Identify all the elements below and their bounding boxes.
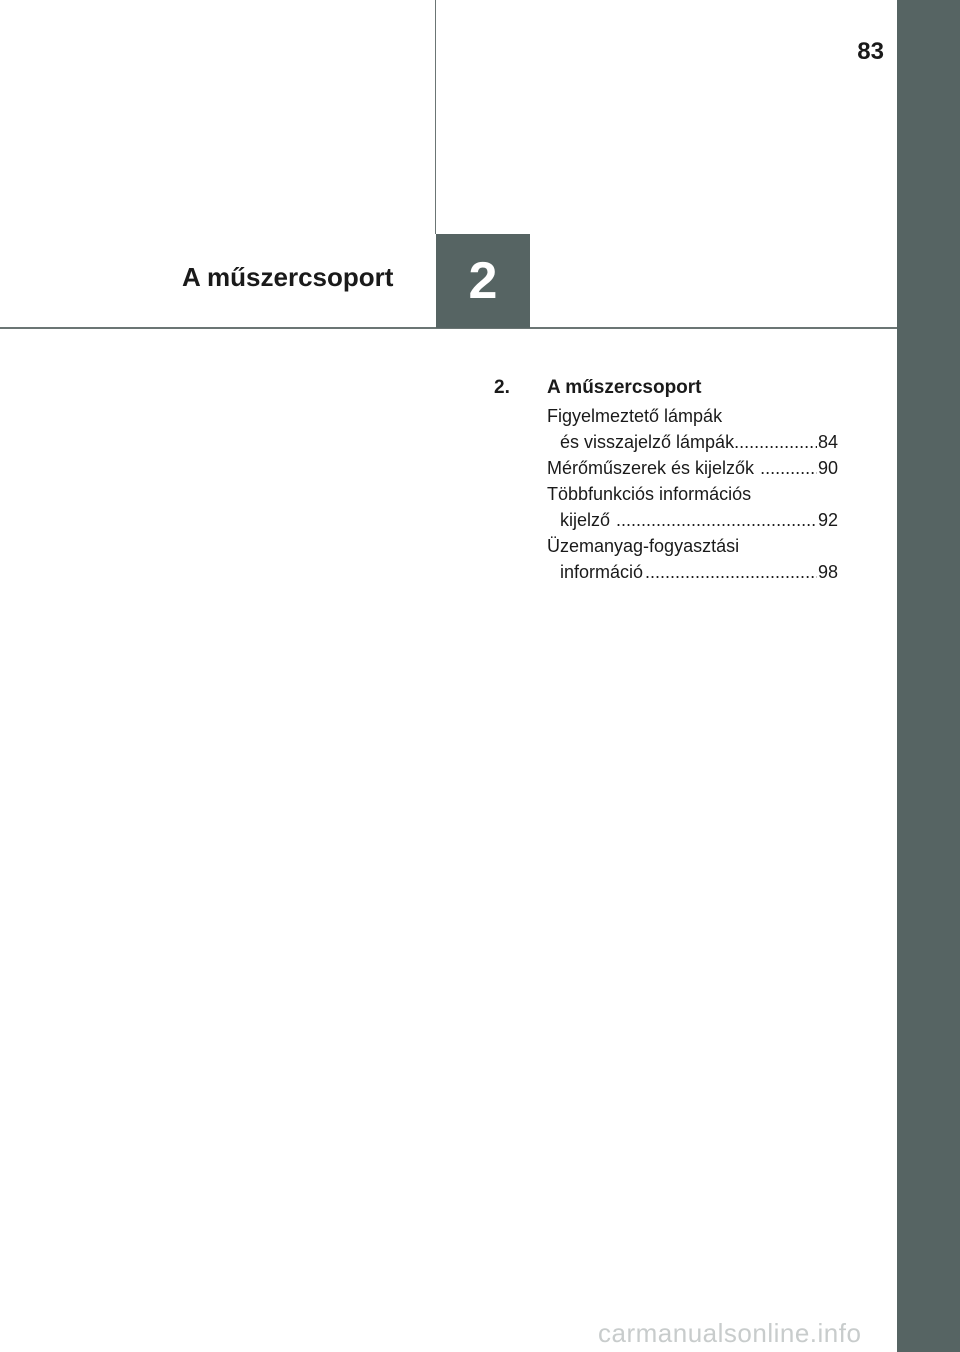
toc-entry-page: 92 <box>817 510 838 530</box>
toc-entry[interactable] <box>547 481 838 533</box>
table-of-contents <box>494 375 838 585</box>
toc-entry[interactable] <box>547 455 838 481</box>
toc-entry-title: Üzemanyag-fogyasztási <box>547 536 740 556</box>
toc-entry-page: 90 <box>817 458 838 478</box>
toc-heading-title: A műszercsoport <box>547 377 702 398</box>
toc-entry-title: Mérőműszerek és kijelzők <box>547 458 755 478</box>
chapter-number-box: 2 <box>436 234 530 328</box>
toc-entry-page: 98 <box>817 562 838 582</box>
toc-entry-title-cont: információ <box>560 562 644 582</box>
leader-dots <box>754 455 817 481</box>
toc-heading-number: 2. <box>494 377 510 398</box>
toc-entry-title: Többfunkciós információs <box>547 484 752 504</box>
toc-entry[interactable] <box>547 533 838 585</box>
page-number: 83 <box>857 38 884 65</box>
watermark-text: carmanualsonline.info <box>598 1318 862 1348</box>
toc-entry-title-cont: és visszajelző lámpák <box>560 432 735 452</box>
leader-dots <box>734 429 817 455</box>
toc-heading <box>494 375 838 401</box>
toc-entry-page: 84 <box>817 432 838 452</box>
leader-dots <box>643 559 817 585</box>
leader-dots <box>610 507 817 533</box>
vertical-divider <box>435 0 436 234</box>
toc-entry-title: Figyelmeztető lámpák <box>547 406 723 426</box>
toc-entry-title-cont: kijelző <box>560 510 611 530</box>
toc-entry[interactable] <box>547 403 838 455</box>
side-tab-bar <box>897 0 960 1352</box>
chapter-title: A műszercsoport <box>182 262 394 292</box>
